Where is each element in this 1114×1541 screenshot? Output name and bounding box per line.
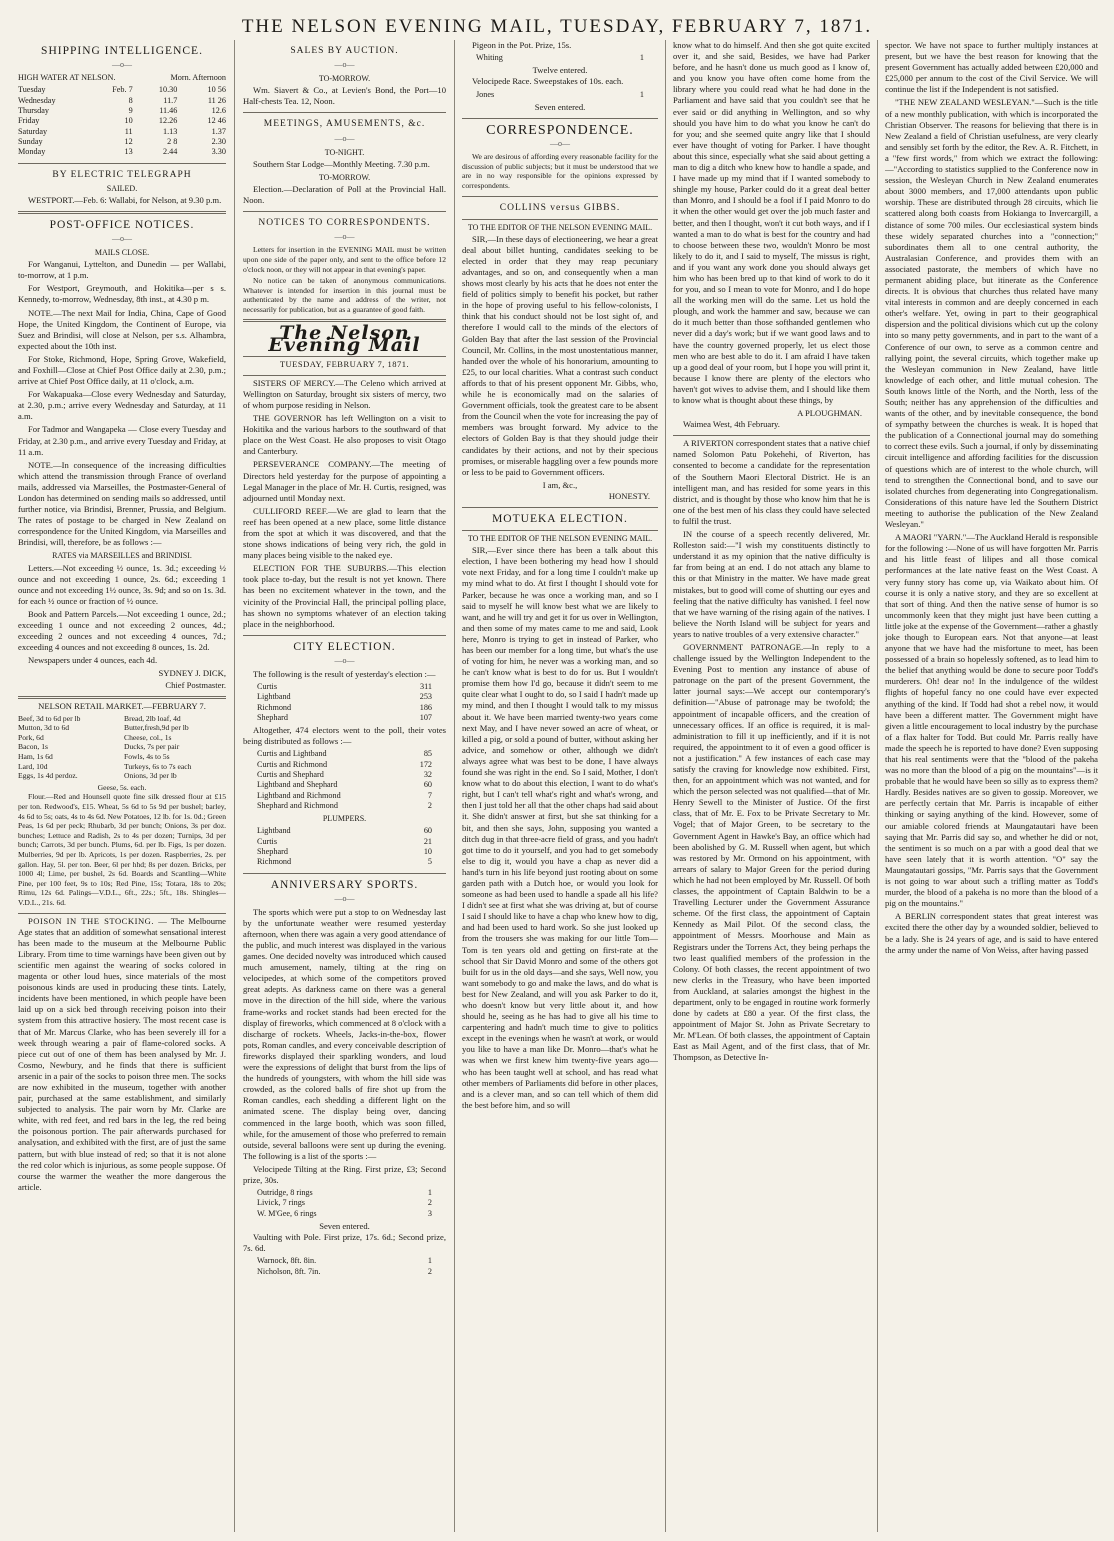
table-cell: 21 [423, 836, 432, 846]
berlin-item: A BERLIN correspondent states that great interest was excited there the other day by a wounded soldier, believed to be a lady. She is 24 years of age, and is said to have entered the army under the name of Von Weiss, after having passed [885, 911, 1098, 955]
news-body: —In reply to a challenge issued by the Wellington Independent to the Evening Post to mention any instance of abuse of patronage on the part of the present Government, the latter journal says:—We accept our contemporary's definition—"Abuse of patronage may be twofold; the appointment of incapable officers, and the creation of unnecessary offices. If an office is required, it is mal-administration to fill it up inefficiently, and if it is not required, the appointment to it of even a good officer is not a justification." A few instances of each case may satisfy the craving for knowledge now exhibited. First, then, for an appointment which was not wanted, and for which the person selected was not qualified—that of Mr. Henry Sewell to the Minister of Justice. Of the first class, that of Mr. E. Fox to be Private Secretary to Mr. Vogel; that of Major Green, to be secretary to the Government Agent in Hawke's Bay, an office which had been abolished by G. M. Russell when agent, but which was restored by Mr. Ormond on his appointment, with arrears of salary to Major Green for the period during which he had not been employed by Mr. Russell. Of both classes, the appointment of Captain Baldwin to be a Travelling Lecturer under the Government Assurance scheme. Of the first class, the appointment of Captain Kennedy as Mail Pilot. Of the second class, the appointment of Messrs. Moorhouse and Main as Registrars under the Torrens Act, they being perhaps the two least qualified members of the profession in the Colony. Of both classes, the recent appointment of two new clerks in the Treasury, who have been imported from Auckland, at salaries amongst the highest in the department, only to be engaged in routine work formerly done by cadets at £80 a year. Of the first class, the appointment of Major St. John as Private Secretary to Mr. M'Lean. Of both classes, the appointment of Captain East as Mail Agent, and of the first class, that of Mr. Thompson, as Detective In- [673, 641, 870, 1063]
table-row [257, 801, 432, 811]
post-office-heading: POST-OFFICE NOTICES. [49, 218, 195, 231]
mails-close-heading: MAILS CLOSE. [94, 248, 150, 258]
auction-sale: Wm. Siavert & Co., at Levien's Bond, the Port—10 Half-chests Tea. 12, Noon. [243, 85, 446, 107]
table-row [257, 847, 432, 857]
poison-headline: POISON IN THE STOCKING. [28, 915, 155, 926]
table-row [257, 682, 432, 692]
table-cell: Richmond [257, 702, 292, 712]
postmaster-title: Chief Postmaster. [165, 679, 226, 690]
table-row [18, 127, 226, 137]
postmaster-name: SYDNEY J. DICK, [158, 668, 226, 679]
table-cell: 2 [427, 800, 432, 810]
ornament: —o— [334, 60, 355, 70]
table-cell: 10 [124, 116, 133, 126]
riverton-item: A RIVERTON correspondent states that a native chief named Solomon Patu Pokehehi, of Riverton, has consented to become a candidate for the representation of the Southern Maori Electoral District. He is an intelligent man, and has resided for some years in this district, and is thought by those who know him that he is one of the best men of his class they could have selected to fulfil the trust. [673, 438, 870, 526]
table-row [18, 106, 226, 116]
high-water-header [18, 73, 226, 83]
divider [462, 530, 658, 531]
divider [18, 163, 226, 164]
vaulting-event: Vaulting with Pole. First prize, 17s. 6d.; Second prize, 7s. 6d. [243, 1232, 446, 1254]
table-cell: 2.30 [211, 136, 226, 146]
column-2 [243, 40, 446, 1532]
shipping-heading: SHIPPING INTELLIGENCE. [41, 45, 203, 57]
table-cell: Lightband and Shephard [257, 780, 338, 790]
table-row [257, 713, 432, 723]
table-row [257, 791, 432, 801]
mail-notice: For Wakapuaka—Close every Wednesday and Saturday, at 2.30, p.m.; arrive every Wednesday and Saturday, at 11 a.m. [18, 389, 226, 422]
entries-count: Seven entered. [534, 101, 586, 112]
table-cell: 12 [124, 136, 133, 146]
table-cell: Nicholson, 8ft. 7in. [257, 1266, 321, 1276]
list-item: Turkeys, 6s to 7s each [124, 761, 192, 771]
ornament: —o— [112, 60, 132, 70]
list-item: Butter,fresh,9d per lb [124, 723, 189, 733]
table-cell: Shephard [257, 712, 288, 722]
divider [673, 435, 870, 436]
table-cell: 10 [423, 846, 432, 856]
table-cell: 7 [427, 790, 432, 800]
patronage-item [673, 642, 870, 1064]
speech-item: IN the course of a speech recently delivered, Mr. Rolleston said:—"I wish my constituents distinctly to understand it as my opinion that the native difficulty is far from being at an end. I do not attach any blame to this or that Ministry in the matter. We have made great mistakes, but to good will come of shutting our eyes and feeling that the native difficulty has vanished. I feel now that we have warning of the rising again of the natives. I believe the North Island will be subject for years and years to native troubles of a very extensive character." [673, 529, 870, 639]
divider [18, 696, 226, 699]
news-item [243, 563, 446, 630]
table-row [257, 826, 432, 836]
table-cell: 13 [124, 147, 133, 157]
table-row [257, 1209, 432, 1219]
column-rule [234, 40, 235, 1532]
list-item: Bread, 2lb loaf, 4d [124, 713, 181, 723]
table-row [18, 85, 226, 95]
sales-heading: SALES BY AUCTION. [290, 46, 399, 56]
table-cell: 3.30 [211, 147, 226, 157]
poison-article [18, 916, 226, 1193]
table-cell: 253 [419, 692, 432, 702]
motueka-heading: MOTUEKA ELECTION. [492, 512, 628, 525]
news-lead: PERSEVERANCE COMPANY. [253, 459, 372, 470]
table-cell: Sunday [18, 136, 43, 146]
rates-heading: RATES via MARSEILLES and BRINDISI. [52, 551, 192, 561]
newspaper-banner: The Nelson Evening Mail [268, 322, 421, 356]
table-row [257, 1198, 432, 1208]
competitor: Whiting [476, 53, 503, 63]
postage-note: NOTE.—In consequence of the increasing difficulties which attend the transmission through France of overland mails, addressed via Marseilles, the Postmaster-General of London has determined on sending mails so addressed, until further notice, via Brindisi, Brenner, Prussia, and Belgium. The rates of postage to be charged in New Zealand on correspondence for the United Kingdom, via Marseilles and Brindisi, will, therefore, be as follows :— [18, 459, 226, 548]
newspaper-rates: Newspapers under 4 ounces, each 4d. [28, 655, 158, 666]
news-body: —The meeting of Directors held yesterday for the purpose of appointing a Legal Manager in the place of Mr. H. Curtis, resigned, was adjourned until Monday next. [243, 459, 446, 503]
masthead: THE NELSON EVENING MAIL, TUESDAY, FEBRUARY 7, 1871. [241, 16, 873, 37]
table-cell: Lightband [257, 826, 291, 836]
news-body: —This election took place to-day, but the result is not yet known. There has been no excitement whatever in the town, and the vicinity of the Provincial Hall, the principal polling place, has shown no symptoms whatever of an election taking place in the neighborhood. [243, 563, 446, 629]
table-cell: 3 [427, 1208, 432, 1218]
table-cell: Shephard [257, 846, 288, 856]
table-cell: 311 [420, 682, 432, 692]
divider [243, 356, 446, 357]
table-cell: Curtis [257, 836, 278, 846]
letter-signature: A PLOUGHMAN. [797, 408, 862, 419]
table-cell: 10.30 [158, 85, 178, 95]
letter-continuation: know what to do himself. And then she got quite excited over it, and she said, Besides, we have had Parker before, and he hasn't done us much good as I know of, and you know you have often come home from the library where you could read what he had done in the Parliament and have said that you couldn't see that he ever said or did anything in Wellington, and so why should you have him to do what you know he can't do for you; and she seemed quite angry like that I should ever have thought of voting for Parker. I have thought about this since, especially what she said about getting a man to dig a ditch who knew how to handle a spade, and I have made up my mind that if I wanted somebody to shingle my house, Parker could do it a great deal better than Monro, and I should be a fool if I paid Monro to do it when the other would get over the job much faster and better, and then I thought, won't it cut both ways, and if I wanted a man to do what is best for the country and had to choose between these two, wouldn't Monro be most likely to do it, and I said to myself, The missus is right, and if you want any work done you should always get him who has been bred up to that kind of work to do it for you, and so I mean to vote for Monro, and I do hope all the working men will do the same. Let us hold the plough, and work the hammer and saw, because we can do it much better than those softhanded gentlemen who never did a day's work; but if we want good laws and to have the country governed properly, let us elect those men who are best able to do it. I am afraid I have taken up a good deal of your room, but I hope you will print it, because I know there are plenty of the electors who haven't got wives to advise them, and I should like them to know what is thought about these things, by [673, 40, 870, 405]
table-cell: 12.6 [211, 106, 226, 116]
table-row [257, 1256, 432, 1266]
notices-heading: NOTICES TO CORRESPONDENTS. [258, 218, 431, 229]
letter-place: Waimea West, 4th February. [683, 419, 780, 430]
news-item [243, 506, 446, 561]
divider [243, 112, 446, 113]
table-cell: 186 [419, 702, 432, 712]
divider [462, 118, 658, 119]
table-cell: 1.13 [162, 126, 178, 136]
tonight-label: TO-NIGHT. [324, 147, 365, 157]
column-rule [877, 40, 878, 1532]
table-cell: 32 [423, 770, 432, 780]
news-lead: GOVERNMENT PATRONAGE. [683, 641, 804, 652]
table-cell: Thursday [18, 106, 49, 116]
table-cell: Lightband and Richmond [257, 790, 341, 800]
entries-count: Seven entered. [319, 1220, 370, 1231]
news-body: —The Celeno which arrived at Wellington on Saturday, brought six sisters of mercy, two of whom purpose residing in Nelson. [243, 377, 446, 410]
news-body: —We are glad to learn that the reef has been opened at a new place, some little distance from the spot at which it was discovered, and that the stone shows indications of being very rich, the gold in many places being visible to the naked eye. [243, 505, 446, 561]
news-lead: SISTERS OF MERCY. [253, 377, 336, 388]
divider [18, 211, 226, 214]
table-cell: 10 56 [207, 85, 226, 95]
morn-afternoon-label: Morn. Afternoon [170, 73, 226, 83]
table-row [18, 147, 226, 157]
city-election-text: Altogether, 474 electors went to the poll, their votes being distributed as follows :— [243, 725, 446, 747]
table-cell: 2 8 [167, 136, 178, 146]
sports-report: The sports which were put a stop to on Wednesday last by the unfortunate weather were resumed yesterday afternoon, when there was again a very good attendance of the public, and much interest was displayed in the various games. One decided novelty was introduced which caused much amusement, namely, tilting at the ring on velocipedes, at which some of the competitors proved great adepts. As darkness came on there was a general move in the direction of the hill side, where the various frame-works and rocket stands had been erected for the display of fireworks, which commenced at 8 o'clock with a discharge of rockets. Wheels, Jacks-in-the-box, flower pots, Roman candles, and every conceivable description of fireworks displayed their sparkling wonders, and loud were the expressions of delight that burst from the lips of the hundreds of youngsters, with whom the hill side was crowded, as the colored balls of fire shot up from the Roman candles, each shedding a different light on the animated scene. The display being over, dancing commenced in the large booth, which was soon filled, while, for the amusement of those who preferred to remain outside, several balloons were sent up during the evening. The following is a list of the sports :— [243, 906, 446, 1161]
column-4 [673, 40, 870, 1532]
table-cell: Curtis [257, 682, 278, 692]
result-row [462, 53, 658, 63]
news-lead: THE GOVERNOR [253, 413, 322, 424]
table-cell: Curtis and Lightband [257, 749, 327, 759]
table-cell: 12.26 [158, 116, 178, 126]
table-cell: Shephard and Richmond [257, 800, 338, 810]
sailed-text: WESTPORT.—Feb. 6: Wallabi, for Nelson, at 9.30 p.m. [28, 194, 222, 205]
mail-notice: For Wanganui, Lyttelton, and Dunedin — per Wallabi, to-morrow, at 1 p.m. [18, 259, 226, 281]
table-cell: 1 [427, 1188, 432, 1198]
divider [462, 219, 658, 220]
table-row [257, 760, 432, 770]
table-cell: 60 [423, 780, 432, 790]
list-item: Onions, 3d per lb [124, 771, 177, 781]
list-item: Ducks, 7s per pair [124, 742, 180, 752]
table-cell: 2.44 [162, 147, 178, 157]
table-row [18, 137, 226, 147]
divider [243, 873, 446, 874]
table-cell: 11.46 [159, 106, 178, 116]
table-cell: 2 [427, 1198, 432, 1208]
plumpers-table [243, 826, 446, 867]
table-row [18, 116, 226, 126]
column-rule [665, 40, 666, 1532]
divider [462, 196, 658, 197]
table-cell: 2 [427, 1266, 432, 1276]
ornament: —o— [334, 655, 355, 665]
entries-count: Twelve entered. [532, 65, 588, 76]
list-item: Bacon, 1s [18, 742, 48, 752]
lodge-meeting: Southern Star Lodge—Monthly Meeting. 7.30 p.m. [253, 158, 430, 169]
sailed-heading: SAILED. [106, 183, 138, 193]
list-item: Eggs, 1s 4d perdoz. [18, 771, 78, 781]
table-cell: Feb. 7 [112, 85, 133, 95]
table-cell: Livick, 7 rings [257, 1198, 305, 1208]
table-cell: 11 26 [207, 95, 226, 105]
table-row [257, 857, 432, 867]
high-water-label: HIGH WATER AT NELSON. [18, 73, 116, 83]
market-prices [18, 714, 226, 781]
column-5 [885, 40, 1098, 1532]
competitor: Jones [476, 89, 495, 99]
poison-body: — The Melbourne Age states that an addition of somewhat sensational interest has been made to the museum at the Melbourne Public Library. From time to time warnings have been given out by scientific men against the wearing of socks colored in magenta or other loud hues, since materials of the most poisonous kinds are used in producing these tints. Lately, incidents have been mentioned, in which people have been laid up on a sick bed through receiving poison into their system from this attractive hosiery. The most recent case is that of Mr. Marcus Clarke, who has been severely ill for a week through wearing a pair of flame-colored socks. A piece cut out of one of them has been analysed by Mr. J. Cosmo, Newbury, and he finds that there is sufficient arsenic in a pair of the socks to poison three men. The socks are now exhibited in the museum, together with another pair, purchased at the same establishment, and similarly subjected to analysis. The pair worn by Mr. Clarke are white, with red feet, and red bars in the leg, the red being the poisonous portion. The pair afterwards purchased for analysation, and exhibited with the first, are of just the same pattern, but with blue instead of red; so that it is not alone the red color which is injurious, as some people suppose. Of course the warmer the weather the more dangerous the article. [18, 915, 226, 1192]
letter-close: I am, &c., [542, 479, 578, 490]
table-cell: Outridge, 8 rings [257, 1188, 313, 1198]
issue-date: TUESDAY, FEBRUARY 7, 1871. [279, 358, 410, 369]
mail-notice: For Stoke, Richmond, Hope, Spring Grove, Wakefield, and Foxhill—Close at Chief Post Office daily at 2.30, p.m.; arrive at Chief Post Office daily, at 11 o'clock, a.m. [18, 353, 226, 387]
tomorrow-label: TO-MORROW. [318, 74, 371, 84]
ornament: —o— [334, 232, 355, 242]
divider [243, 635, 446, 636]
mail-notice: NOTE.—The next Mail for India, China, Cape of Good Hope, the United Kingdom, the Continent of Europe, via Suez and Brindisi, will close at Nelson, per s.s. Alhambra, expected about the 10th inst. [18, 307, 226, 351]
letter-body: SIR,—Ever since there has been a talk about this election, I have been bothering my head how I should vote next Friday, and for a long time I couldn't make up my mind what to do. At first I thought I should vote for Parker, because he was once a working man, and so I said to myself he will know best what we are likely to want, and he will try and get it for us over in Wellington, and then some of my mates came to me and said, Look here, Monro is trying to get in instead of Parker, who has been our member for a long time, but what's the use of voting for him, he never was a working man, and so he can't know what is best to do for us. But I wouldn't promise them how I'd go, because it didn't seem to me quite clear what I ought to do, so I said I hadn't made up my mind, and then I thought I would talk to my missus about it. We have been married twenty-two years come next May, and I have never sowed an acre of wheat, or killed a pig, or sold a pound of butter, without asking her advice, and somehow or other, although we didn't always agree what was best to be done, I have always found she was right in the end. So I said, Mother, I don't know what to do about this election, I want to do what's right, but I can't tell what's right and what's wrong, and then I just told her all that the other chaps had said about it. She didn't answer at first, but she sat thinking for a bit, and then she says, John, supposing you wanted a ditch dug in that three-acre field of grass, and you hadn't got time to do it yourself, and you had to get somebody else to dig it, would you have a chap as never did a hand's turn in his life beyond just rooting about on some garden path with a Dutch hoe, or would you look for someone as had been used to handle a spade all his life? I didn't see at first what she was driving at, but of course I said I should like to have a chap who knew how to dig, and had been used to hard work. So she just looked up from the trousers she was making for our little Tom—Tom is ten years old and getting on first-rate at the school that Sir David Monro and some of the others got built for us in the old days—and she says, Well now, you want somebody to go and make the laws, and do what is best for New Zealand, and will you ask Parker to do it, who doesn't know but very little about it, and how should he, seeing as he has had to give all his time to carpentering and hadn't much time to give to politics except in the evenings when he wasn't at work, or would you like to have a man like Dr. Monro—that's what he was when we first knew him twenty-five years ago—who has been taught well at school, and has read what other members of Parliaments did before in other places, and is a clever man, and so can tell which of them did the best before him, and so will [462, 545, 658, 1110]
place: 1 [639, 53, 644, 63]
divider [18, 913, 226, 914]
divider [462, 507, 658, 508]
maori-yarn-item: A MAORI "YARN."—The Auckland Herald is responsible for the following :—None of us will have forgotten Mr. Parris and his little feast of lilipes and all those comical performances at the late native feast on the West Coast. A very funny story has come up, via Waikato about him. Of course it is only a native story, and they are so excellent at that sort of thing. And then the native sense of humor is so uncommonly keen that they might just have been cutting a little joke at the expense of the Government—rather a ghastly joke though to European ears. Not that anyone—at least anyone that we have had the misfortune to meet, has been possessed of a brain so hopelessly softened, as to lead him to the belief that anything would be done to secure poor Todd's murderers. Oh! dear no! In the indulgence of the wildest flights of hopeful fancy no one could have ever expected anything of the kind. If Todd had shot a rebel now, it would have been a different matter. The Government might have given a little encouragement to local industry by the purchase of a flax halter for Todd. But could Mr. Parris really have made the speech he is reported to have done? Even supposing that his real sentiments were that the "blood of the pakeha was no more than the blood of a pig on the mountains"—is it probable that he would have been so silly as to express them? Hardly. Besides natives are so given to gossip. Moreover, we are perfectly certain that Mr. Parris is incapable of either thinking or saying anything of the kind. However, some of our amiable colored friends at Maungatautari have been saying that Mr. Parris did say so, and whether he did or not, the sentiment is so much on a par with a good deal that we have seen lately that it is worth attention. "O" say the Maungatautari gossips, "Mr. Parris says that the Government is not going to war about such a trifling matter as Todd's murder, the blood of a pakeha is no more than the blood of a pig on the mountains." [885, 532, 1098, 909]
vaulting-results [243, 1256, 446, 1277]
book-rates: Book and Pattern Parcels.—Not exceeding 1 ounce, 2d.; exceeding 1 ounce and not exceeding 2 ounces, 4d.; exceeding 2 ounces and not exceeding 4 ounces, 7d.; exceeding 4 ounces and not exceeding 8 ounces, 1s. 2d. [18, 608, 226, 653]
letters-rates: Letters.—Not exceeding ½ ounce, 1s. 3d.; exceeding ½ ounce and not exceeding 1 ounce, 2s. 6d.; exceeding 1 ounce and not exceeding 1½ ounce, 3s. 9d; and so on 1s. 3d. for each ½ ounce or fraction of ½ ounce. [18, 562, 226, 606]
high-water-table [18, 85, 226, 157]
news-item [243, 413, 446, 457]
market-heading: NELSON RETAIL MARKET.—FEBRUARY 7. [38, 700, 206, 711]
table-row [257, 780, 432, 790]
table-cell: 172 [419, 759, 432, 769]
table-cell: Warnock, 8ft. 8in. [257, 1256, 317, 1266]
table-row [257, 1188, 432, 1198]
tilting-results [243, 1188, 446, 1219]
to-editor: TO THE EDITOR OF THE NELSON EVENING MAIL. [467, 534, 653, 544]
news-body: has left Wellington on a visit to Hokitika and the various harbors to the southward of that place on the West Coast. He also proposes to visit Otago and Canterbury. [243, 413, 446, 457]
notice-text: No notice can be taken of anonymous communications. Whatever is intended for insertion in this journal must be authenticated by the name and address of the writer, not necessarily for publication, but as a guarantee of good faith. [243, 276, 446, 314]
list-item: Fowls, 4s to 5s [124, 752, 170, 762]
notice-text: Letters for insertion in the EVENING MAIL must be written upon one side of the paper only, and sent to the office before 12 o'clock noon, or they will not appear in that evening's paper. [243, 245, 446, 274]
list-item: Mutton, 3d to 6d [18, 723, 70, 733]
race-event: Velocipede Race. Sweepstakes of 10s. each. [472, 76, 624, 87]
paired-votes-table [243, 749, 446, 811]
table-cell: Richmond [257, 857, 292, 867]
election-declaration: Election.—Declaration of Poll at the Provincial Hall. Noon. [243, 183, 446, 206]
table-cell: 107 [419, 712, 432, 722]
market-prices-right [124, 714, 226, 781]
table-cell: 12 46 [207, 116, 226, 126]
table-row [257, 692, 432, 702]
place: 1 [639, 89, 644, 99]
tilting-event: Velocipede Tilting at the Ring. First prize, £3; Second prize, 30s. [243, 1163, 446, 1185]
table-row [257, 837, 432, 847]
table-cell: 1 [427, 1256, 432, 1266]
table-cell: 1.37 [211, 126, 226, 136]
table-cell: Wednesday [18, 95, 56, 105]
table-row [18, 96, 226, 106]
wesleyan-item: "THE NEW ZEALAND WESLEYAN."—Such is the title of a new monthly publication, with which is incorporated the Christian Observer. The reasons for believing that there is in New Zealand a field of Christian usefulness, are very clearly and sensibly set forth by the editor, the Rev. A. R. Fitchett, in a "few first words," from which we extract the following:—"According to statistics supplied to the Conference now in session, the Wesleyan Church in New Zealand enumerates about 3000 members, and 17,000 attendants upon public worship. These are distributed through 28 circuits, which lie scattered along both coasts from Hokianga to Invercargill, a distance of some 700 miles. Our ecclesiastical system binds these widely separated churches into a "connection;" subordinates them all to one central authority, the Australasian Conference, and provides them with an associated pastorate, the members of which have no permanent abiding place, but itinerate as the Conference directs. It is obvious that churches thus related have many vital interests in common and are deeply concerned in each other's welfare. Yet, owing in part to their geographical dispersion and the political divisions which cut up the colony into so many petty governments, and in part to the want of a Conference of our own, to serve as a common centre and rallying point, the several circuits, which together make up the Wesleyan communion in New Zealand, have little knowledge of each other, and little mutual cohesion. The South knows little of the North, and the North, less of the South; neither has any apprehension of the difficulties and wants of the other, and by inevitable consequence, the bond of sympathy between the churches is weak. It is hoped that the publication of a Connectional journal may do something to correct these evils. Such a journal, if only by disseminating circuit intelligence and affording facilities for the discussion of questions which are of interest to the whole church, will tend to strengthen the Connectional bond, and to save our isolated churches from degenerating into Congregationalism. Considerations of this nature have led the Southern District meeting to authorise the publication of the New Zealand Wesleyan." [885, 97, 1098, 530]
plumpers-heading: PLUMPERS. [322, 814, 367, 824]
column-3 [462, 40, 658, 1532]
table-cell: 5 [427, 857, 432, 867]
result-row [462, 90, 658, 100]
ornament: —o— [112, 233, 132, 243]
column-rule [454, 40, 455, 1532]
geese-price: Geese, 5s. each. [97, 782, 147, 792]
table-cell: Curtis and Richmond [257, 759, 328, 769]
letter-signature: HONESTY. [608, 490, 650, 501]
table-cell: 8 [128, 95, 133, 105]
list-item: Pork, 6d [18, 732, 44, 742]
sports-heading: ANNIVERSARY SPORTS. [270, 878, 419, 891]
to-editor: TO THE EDITOR OF THE NELSON EVENING MAIL. [467, 222, 653, 232]
table-cell: 11.7 [163, 95, 178, 105]
tomorrow-label: TO-MORROW. [318, 172, 371, 182]
divider [243, 211, 446, 212]
table-cell: 11 [124, 126, 133, 136]
ornament: —o— [550, 139, 570, 149]
table-cell: 9 [128, 106, 133, 116]
city-election-intro: The following is the result of yesterday's election :— [253, 669, 436, 679]
mail-notice: For Tadmor and Wangapeka — Close every Tuesday and Friday, at 2.30 p.m., and arrive every Tuesday and Friday, at 11 a.m. [18, 424, 226, 457]
meetings-heading: MEETINGS, AMUSEMENTS, &c. [263, 119, 426, 130]
pigeon-event: Pigeon in the Pot. Prize, 15s. [472, 40, 572, 50]
correspondence-heading: CORRESPONDENCE. [486, 122, 634, 138]
table-cell: Tuesday [18, 85, 46, 95]
market-prices-left [18, 714, 120, 781]
table-cell: Friday [18, 116, 40, 126]
market-report: Flour.—Red and Hounsell quote fine silk dressed flour at £15 per ton. Redwood's, £15. Wheat, 5s 6d to 5s 9d per bushel; barley, 4s 6d to 5s; oats, 4s to 4s 6d. New Potatoes, 12 lb. for 1s. 0d.; Green Peas, 1s 6d per peck; Rhubarb, 3d per bunch; Onions, 3s per doz. bunches; Lettuce and Radish, 2s to 4s per dozen; Turnips, 3d per bunch; Carrots, 3d per bunch. Plums, 6d. per lb. Figs, 1s per dozen. Mulberries, 9d per lb. Apricots, 1s per dozen. Raspberries, 2s. per gallon. Hay, 5l. per ton. Beer, 6l per hhd; 8s per dozen. Bricks, per 1000 4l; Lime, per bushel, 2s 6d. Boards and Scantling—White Pine, per 100 feet, 9s to 10s; Red Pine, 15s; Totara, 18s to 20s; Rimu, 12s 6d. Palings—V.D.L., 6ft., 22s.; 5ft., 18s. Shingles—V.D.L., 21s. 6d. [18, 792, 226, 907]
table-row [257, 770, 432, 780]
table-row [257, 1267, 432, 1277]
table-cell: 60 [423, 826, 432, 836]
table-cell: Saturday [18, 126, 48, 136]
telegraph-heading: BY ELECTRIC TELEGRAPH [52, 169, 192, 180]
ornament: —o— [334, 893, 355, 903]
table-cell: W. M'Gee, 6 rings [257, 1208, 317, 1218]
city-results-table [243, 682, 446, 723]
city-election-heading: CITY ELECTION. [293, 640, 396, 653]
news-lead: CULLIFORD REEF. [253, 505, 328, 516]
table-row [257, 703, 432, 713]
news-item [243, 378, 446, 411]
divider [243, 375, 446, 376]
table-row [257, 749, 432, 759]
list-item: Ham, 1s 6d [18, 752, 53, 762]
ornament: —o— [334, 133, 355, 143]
patronage-continuation: spector. We have not space to further multiply instances at present, but we have the best reason for knowing that the present Government has actually added between £20,000 and £25,000 per annum to the cost of the Civil Service. We will continue the list if the Independent is not satisfied. [885, 40, 1098, 95]
table-cell: Lightband [257, 692, 291, 702]
mail-notice: For Westport, Greymouth, and Hokitika—per s s. Kennedy, to-morrow, Wednesday, 8th inst., at 4.30 p m. [18, 283, 226, 305]
news-lead: ELECTION FOR THE SUBURBS. [253, 563, 389, 574]
letter-title: COLLINS versus GIBBS. [499, 202, 621, 213]
table-cell: 85 [423, 749, 432, 759]
table-cell: Curtis and Shephard [257, 770, 324, 780]
list-item: Cheese, col., 1s [124, 732, 172, 742]
table-cell: Monday [18, 147, 46, 157]
column-1 [18, 40, 226, 1532]
list-item: Beef, 3d to 6d per lb [18, 713, 81, 723]
news-item [243, 459, 446, 503]
list-item: Lard, 10d [18, 761, 48, 771]
letter-body: SIR,—In these days of electioneering, we hear a great deal about billet hunting, candidates seeking to be elected in order that they may reap pecuniary advantages, and so on, and consequently when a man shows most clearly by his acts that he does not enter the field of politics simply to benefit his pocket, but rather in the hope of proving useful to his fellow-colonists, I think that his conduct should not be lost sight of, and therefore I would call to the minds of the electors of Golden Bay that after the last session of the Provincial Council, Mr. Collins, in the most unostentatious manner, handed over the whole of his honorarium, amounting to £25, to our local charities. What a contrast such conduct affords to that of his present opponent Mr. Gibbs, who, while he is economically mad on the salaries of Government officials, took the greatest care to be absent from the Council when the vote for increasing the pay of members was brought forward. My advice to the electors of Golden Bay is that they should judge their candidates by their actions, and not by their specious promises, or miserable haggling over a few pounds more or less to be paid to Government officers. [462, 233, 658, 477]
correspondence-note: We are desirous of affording every reasonable facility for the discussion of public subjects; but it must be understood that we are in no way responsible for the opinions expressed by correspondents. [462, 152, 658, 190]
